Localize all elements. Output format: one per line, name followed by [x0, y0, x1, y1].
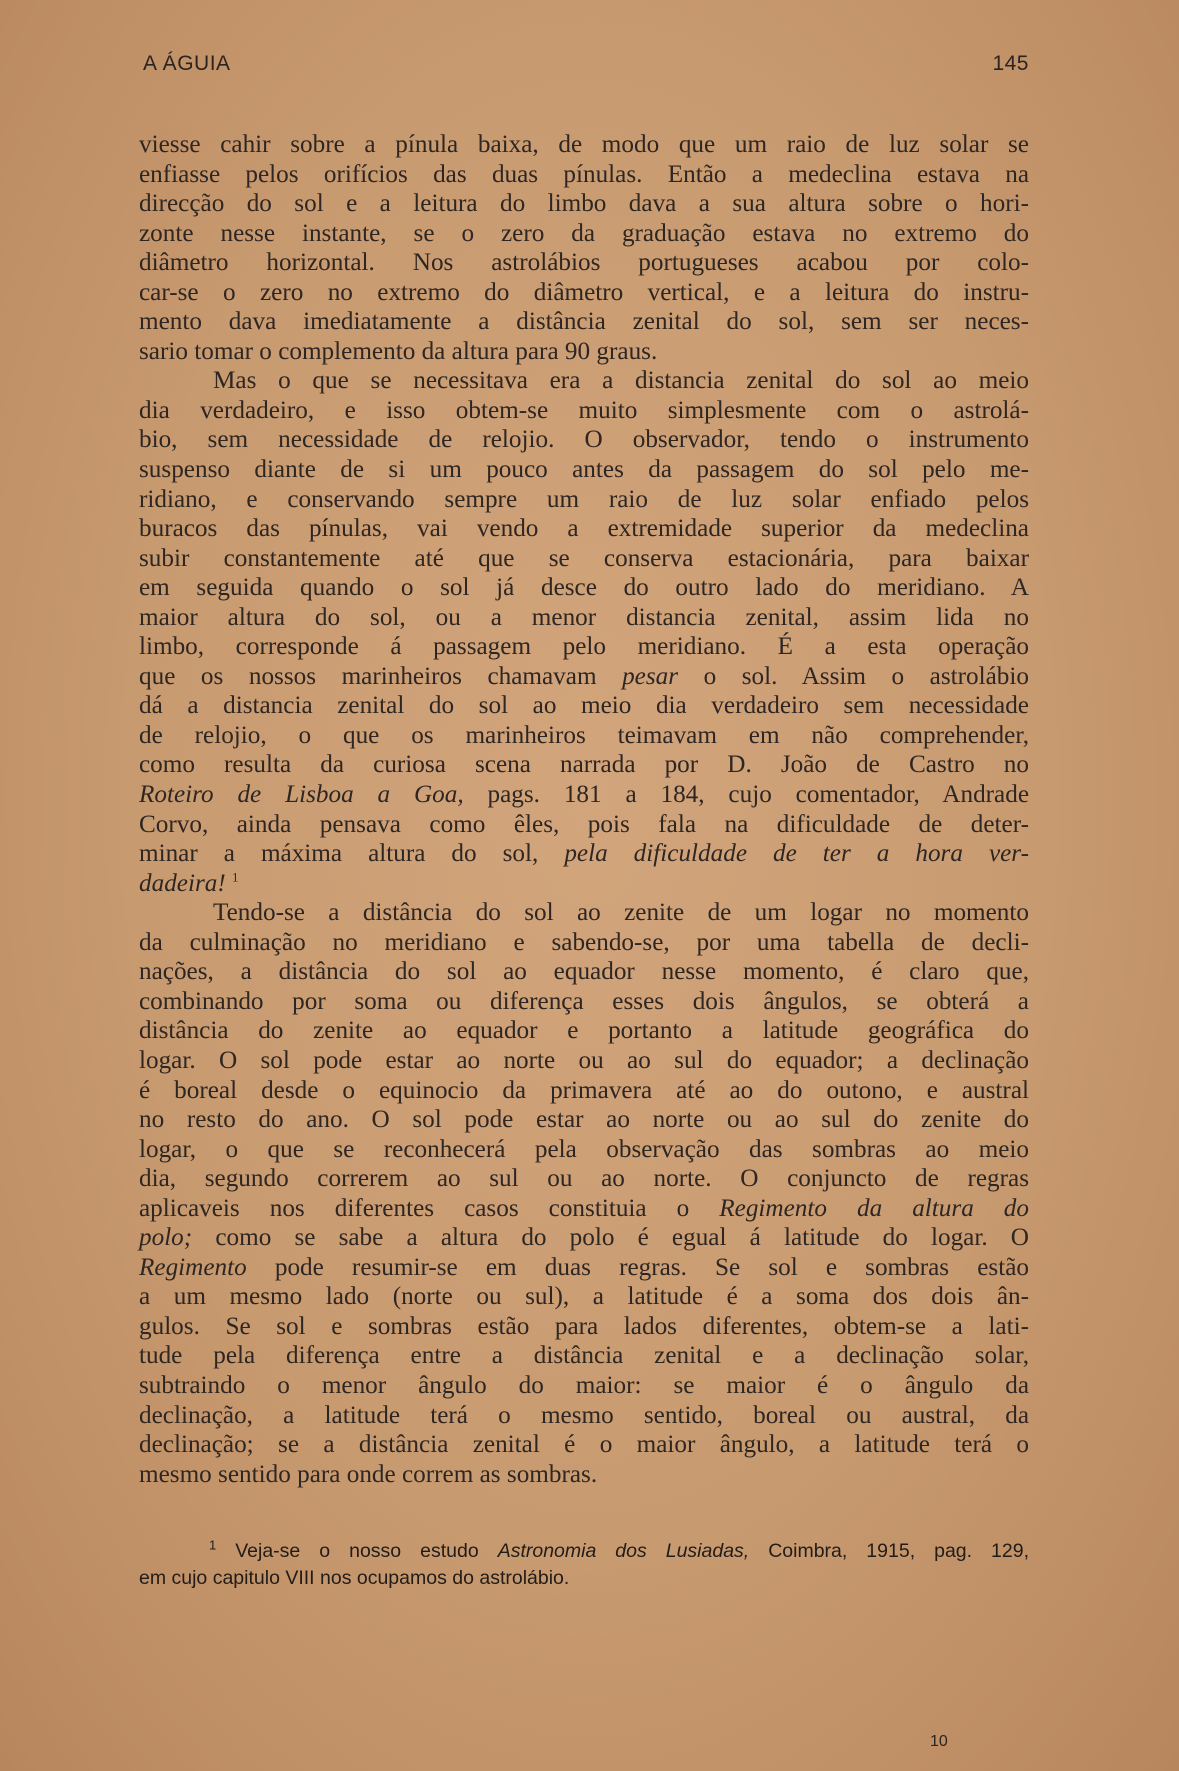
italic-term: pesar: [622, 662, 679, 690]
text-line: como resulta da curiosa scena narrada por D. João de Castro no: [139, 751, 1029, 779]
text-fragment: como se sabe a altura do polo é egual á latitude do logar. O: [192, 1224, 1029, 1252]
text-line: [139, 780, 1029, 810]
text-fragment: pode resumir-se em duas regras. Se sol e sombras estão: [246, 1253, 1029, 1281]
italic-quote: pela dificuldade de ter a hora ver-: [564, 840, 1029, 868]
text-line: nações, a distância do sol ao equador nesse momento, é claro que,: [139, 958, 1029, 986]
text-line: é boreal desde o equinocio da primavera até ao do outono, e austral: [139, 1076, 1029, 1104]
text-line: declinação; se a distância zenital é o maior ângulo, a latitude terá o: [139, 1431, 1029, 1459]
italic-title: Regimento da altura do: [719, 1194, 1029, 1222]
italic-title: polo;: [139, 1224, 193, 1252]
text-line: subtraindo o menor ângulo do maior: se maior é o ângulo da: [139, 1371, 1029, 1399]
text-line: suspenso diante de si um pouco antes da passagem do sol pelo me-: [139, 456, 1029, 484]
text-line: [139, 1223, 1029, 1253]
text-line: viesse cahir sobre a pínula baixa, de modo que um raio de luz solar se: [139, 131, 1029, 158]
text-line: subir constantemente até que se conserva estacionária, para baixar: [139, 544, 1029, 572]
text-line: enfiasse pelos orifícios das duas pínulas. Então a medeclina estava na: [139, 160, 1029, 188]
text-line: logar. O sol pode estar ao norte ou ao sul do equador; a declinação: [139, 1046, 1029, 1074]
text-line: limbo, corresponde á passagem pelo meridiano. É a esta operação: [139, 633, 1029, 661]
text-line: Corvo, ainda pensava como êles, pois fala na dificuldade de deter-: [139, 810, 1029, 838]
text-line: maior altura do sol, ou a menor distancia zenital, assim lida no: [139, 603, 1029, 631]
text-line: declinação, a latitude terá o mesmo sentido, boreal ou austral, da: [139, 1401, 1029, 1429]
text-line: [139, 869, 1029, 899]
text-line: tude pela diferença entre a distância zenital e a declinação solar,: [139, 1342, 1029, 1370]
text-line: [139, 839, 1029, 869]
text-line: [139, 1194, 1029, 1224]
text-line: distância do zenite ao equador e portanto a latitude geográfica do: [139, 1017, 1029, 1045]
text-line: em seguida quando o sol já desce do outro lado do meridiano. A: [139, 574, 1029, 602]
text-line: logar, o que se reconhecerá pela observação das sombras ao meio: [139, 1135, 1029, 1163]
text-fragment: aplicaveis nos diferentes casos constituia o: [139, 1194, 720, 1222]
text-line: dia, segundo correrem ao sul ou ao norte. O conjuncto de regras: [139, 1165, 1029, 1193]
italic-quote: dadeira!: [139, 869, 226, 897]
italic-title: Astronomia dos Lusiadas,: [497, 1540, 750, 1562]
text-line: bio, sem necessidade de relojio. O observador, tendo o instrumento: [139, 426, 1029, 454]
text-line: a um mesmo lado (norte ou sul), a latitude é a soma dos dois ân-: [139, 1283, 1029, 1311]
text-line: gulos. Se sol e sombras estão para lados diferentes, obtem-se a lati-: [139, 1312, 1029, 1340]
text-line: mesmo sentido para onde correm as sombras.: [139, 1460, 598, 1488]
text-line: Tendo-se a distância do sol ao zenite de um logar no momento: [213, 899, 1029, 927]
italic-title: Roteiro de Lisboa a Goa,: [139, 781, 464, 809]
text-line: [139, 1253, 1029, 1283]
text-line: dia verdadeiro, e isso obtem-se muito simplesmente com o astrolá-: [139, 396, 1029, 424]
body-text: [139, 130, 1029, 1489]
footnote-line: [139, 1538, 1029, 1565]
text-line: zonte nesse instante, se o zero da graduação estava no extremo do: [139, 219, 1029, 247]
text-line: [139, 662, 1029, 692]
text-line: ridiano, e conservando sempre um raio de luz solar enfiado pelos: [139, 485, 1029, 513]
text-line: da culminação no meridiano e sabendo-se, por uma tabella de decli-: [139, 928, 1029, 956]
text-line: mento dava imediatamente a distância zenital do sol, sem ser neces-: [139, 308, 1029, 336]
text-line: no resto do ano. O sol pode estar ao norte ou ao sul do zenite do: [139, 1106, 1029, 1134]
italic-title: Regimento: [139, 1253, 247, 1281]
running-head: [143, 52, 1029, 86]
text-line: sario tomar o complemento da altura para 90 graus.: [139, 337, 658, 365]
text-line: Mas o que se necessitava era a distancia zenital do sol ao meio: [213, 367, 1029, 395]
text-fragment: que os nossos marinheiros chamavam: [139, 662, 623, 690]
footnote-reference: 1: [232, 869, 239, 885]
journal-title: A ÁGUIA: [143, 52, 231, 75]
text-line: de relojio, o que os marinheiros teimavam em não comprehender,: [139, 721, 1029, 749]
text-line: direcção do sol e a leitura do limbo dava a sua altura sobre o hori-: [139, 190, 1029, 218]
text-fragment: Coimbra, 1915, pag. 129,: [749, 1540, 1030, 1562]
text-line: buracos das pínulas, vai vendo a extremidade superior da medeclina: [139, 515, 1029, 543]
footnote-mark: 1: [209, 1537, 217, 1553]
text-fragment: Veja-se o nosso estudo: [216, 1540, 498, 1562]
text-fragment: o sol. Assim o astrolábio: [678, 662, 1029, 690]
text-line: car-se o zero no extremo do diâmetro vertical, e a leitura do instru-: [139, 278, 1029, 306]
text-fragment: pags. 181 a 184, cujo comentador, Andrade: [463, 781, 1029, 809]
footnote: [139, 1538, 1029, 1592]
page-number: 145: [992, 52, 1029, 75]
footnote-line: em cujo capitulo VIII nos ocupamos do astrolábio.: [139, 1567, 570, 1589]
text-line: dá a distancia zenital do sol ao meio dia verdadeiro sem necessidade: [139, 692, 1029, 720]
text-line: diâmetro horizontal. Nos astrolábios portugueses acabou por colo-: [139, 249, 1029, 277]
text-line: combinando por soma ou diferença esses dois ângulos, se obterá a: [139, 987, 1029, 1015]
text-fragment: minar a máxima altura do sol,: [139, 840, 565, 868]
signature-mark: 10: [930, 1733, 948, 1750]
